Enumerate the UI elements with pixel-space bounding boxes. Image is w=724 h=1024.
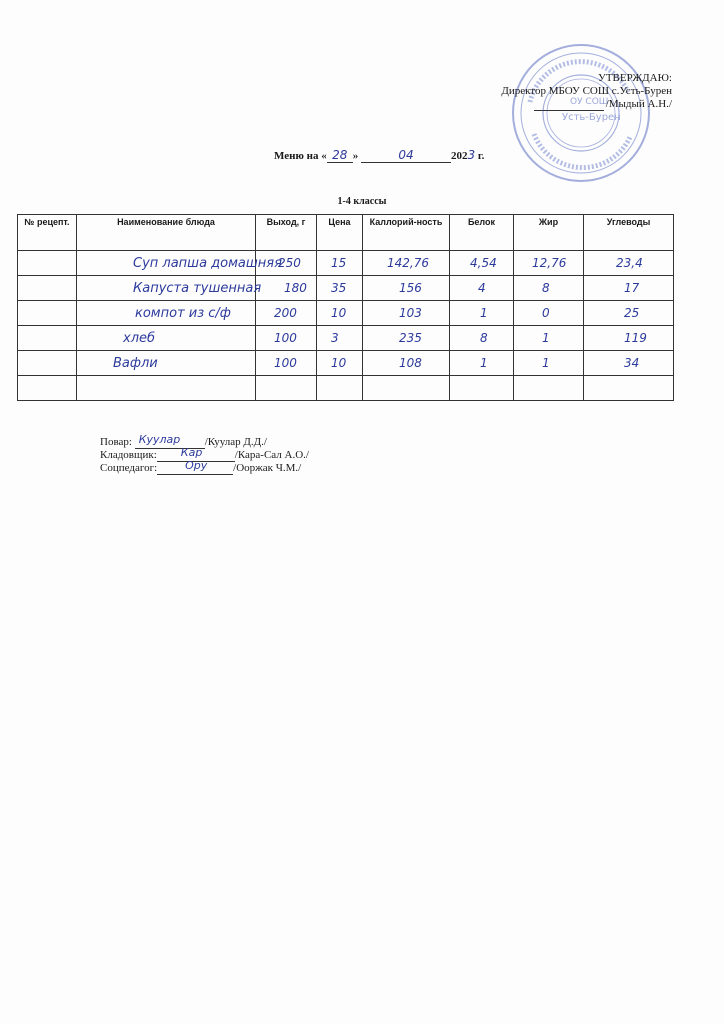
empty-cell — [450, 376, 514, 401]
dish-carbs: 34 — [584, 351, 674, 376]
dish-protein: 1 — [450, 351, 514, 376]
approve-label: УТВЕРЖДАЮ: — [598, 72, 672, 84]
empty-cell — [77, 376, 256, 401]
dish-fat: 1 — [514, 351, 584, 376]
empty-cell — [18, 376, 77, 401]
dish-protein: 8 — [450, 326, 514, 351]
dish-fat: 1 — [514, 326, 584, 351]
dish-yield: 100 — [256, 326, 317, 351]
stamp-partial-text: ОУ СОШ — [570, 97, 609, 107]
col-calories: Каллорий-ность — [363, 215, 450, 251]
recipe-number — [18, 351, 77, 376]
dish-yield: 100 — [256, 351, 317, 376]
dish-carbs: 23,4 — [584, 251, 674, 276]
col-dish-name: Наименование блюда — [77, 215, 256, 251]
menu-table — [17, 214, 674, 401]
col-recipe-number: № рецепт. — [18, 215, 77, 251]
approval-block — [501, 72, 672, 111]
dish-price: 10 — [317, 301, 363, 326]
dish-price: 35 — [317, 276, 363, 301]
menu-month: 04 — [361, 148, 451, 163]
dish-price: 3 — [317, 326, 363, 351]
menu-year-prefix: 202 — [450, 150, 468, 162]
menu-year-suffix: 3 — [467, 148, 476, 162]
dish-carbs: 17 — [584, 276, 674, 301]
table-row — [18, 251, 674, 276]
recipe-number — [18, 301, 77, 326]
dish-name: Вафли — [77, 351, 256, 376]
dish-price: 10 — [317, 351, 363, 376]
menu-date-title — [274, 148, 484, 163]
dish-protein: 1 — [450, 301, 514, 326]
dish-yield: 250 — [256, 251, 317, 276]
col-carbs: Углеводы — [584, 215, 674, 251]
menu-day: 28 — [327, 148, 353, 163]
dish-calories: 156 — [363, 276, 450, 301]
dish-protein: 4 — [450, 276, 514, 301]
col-yield: Выход, г — [256, 215, 317, 251]
dish-yield: 200 — [256, 301, 317, 326]
dish-calories: 108 — [363, 351, 450, 376]
col-fat: Жир — [514, 215, 584, 251]
dish-calories: 142,76 — [363, 251, 450, 276]
menu-prefix: Меню на « — [274, 150, 327, 162]
cook-name: /Куулар Д.Д./ — [204, 436, 267, 448]
recipe-number — [18, 251, 77, 276]
social-signature-row — [100, 459, 309, 475]
menu-year-end: г. — [475, 150, 485, 162]
col-protein: Белок — [450, 215, 514, 251]
empty-cell — [584, 376, 674, 401]
empty-cell — [363, 376, 450, 401]
dish-price: 15 — [317, 251, 363, 276]
social-signature: Ору — [185, 459, 208, 472]
social-name: /Ооржак Ч.М./ — [233, 462, 302, 474]
storekeeper-name: /Кара-Сал А.О./ — [234, 449, 309, 461]
empty-cell — [256, 376, 317, 401]
table-row — [18, 326, 674, 351]
table-row-empty — [18, 376, 674, 401]
cook-signature-row — [100, 433, 309, 449]
dish-carbs: 25 — [584, 301, 674, 326]
table-header-row — [18, 215, 674, 251]
dish-name: хлеб — [77, 326, 256, 351]
stamp-center-text: Усть-Бурен — [562, 112, 621, 123]
dish-calories: 103 — [363, 301, 450, 326]
dish-fat: 8 — [514, 276, 584, 301]
col-price: Цена — [317, 215, 363, 251]
dish-protein: 4,54 — [450, 251, 514, 276]
cook-signature: Куулар — [138, 433, 181, 446]
social-label: Соцпедагог: — [100, 462, 158, 474]
dish-yield: 180 — [256, 276, 317, 301]
recipe-number — [18, 276, 77, 301]
storekeeper-label: Кладовщик: — [100, 449, 157, 461]
dish-fat: 0 — [514, 301, 584, 326]
dish-name: Суп лапша домашняя — [77, 251, 256, 276]
dish-fat: 12,76 — [514, 251, 584, 276]
director-signature-line — [534, 100, 604, 111]
dish-name: компот из с/ф — [77, 301, 256, 326]
recipe-number — [18, 326, 77, 351]
storekeeper-signature: Кар — [180, 446, 203, 459]
director-name: /Мыдый А.Н./ — [605, 98, 672, 110]
dish-name: Капуста тушенная — [77, 276, 256, 301]
classes-label: 1-4 классы — [337, 196, 387, 207]
dish-carbs: 119 — [584, 326, 674, 351]
table-row — [18, 301, 674, 326]
dish-calories: 235 — [363, 326, 450, 351]
table-row — [18, 276, 674, 301]
empty-cell — [514, 376, 584, 401]
empty-cell — [317, 376, 363, 401]
social-signature-line — [157, 459, 233, 475]
signatures-block — [100, 433, 309, 475]
table-row — [18, 351, 674, 376]
cook-label: Повар: — [100, 436, 132, 448]
director-line: Директор МБОУ СОШ с.Усть-Бурен — [501, 85, 672, 97]
official-stamp — [510, 42, 652, 184]
menu-quote-close: » — [352, 150, 359, 162]
